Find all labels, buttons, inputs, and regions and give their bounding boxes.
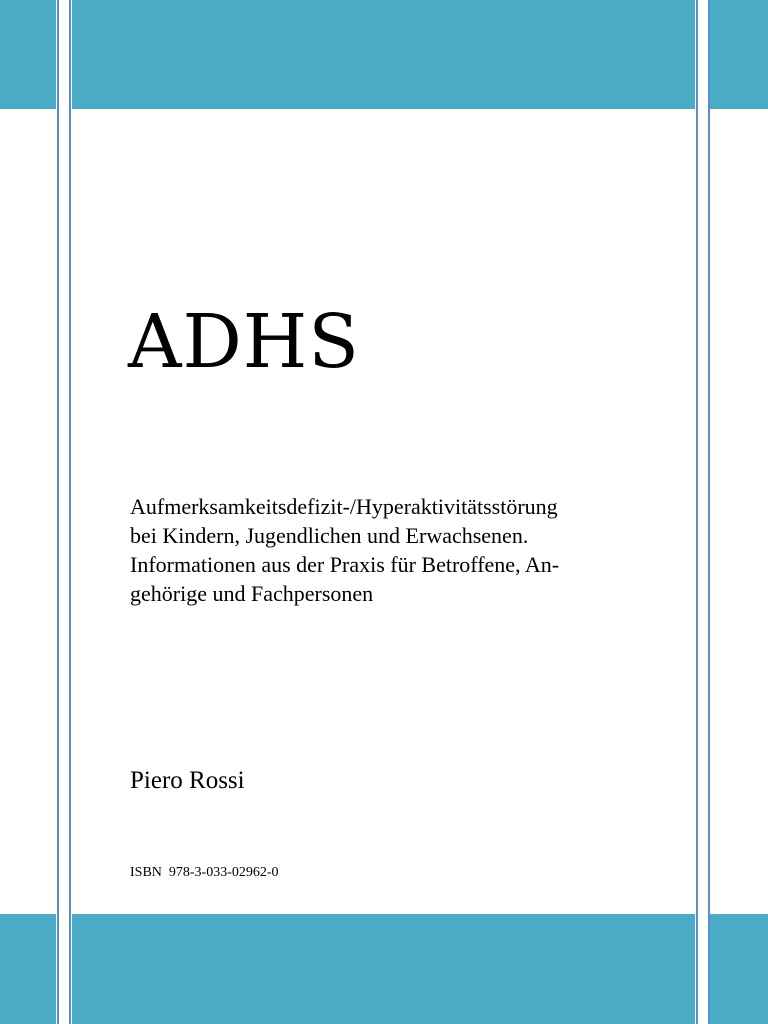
vertical-rule xyxy=(696,0,698,1024)
subtitle-line: Informationen aus der Praxis für Betroffene, An- xyxy=(130,552,560,577)
vertical-rule xyxy=(69,0,71,1024)
top-left-color-block xyxy=(0,0,56,109)
subtitle-line: gehörige und Fachpersonen xyxy=(130,581,374,606)
vertical-rule xyxy=(57,0,59,1024)
bottom-right-color-block xyxy=(710,914,768,1024)
author-name: Piero Rossi xyxy=(130,767,245,794)
bottom-center-color-block xyxy=(72,914,695,1024)
book-subtitle xyxy=(130,492,670,608)
subtitle-line: bei Kindern, Jugendlichen und Erwachsenen. xyxy=(130,523,529,548)
subtitle-line: Aufmerksamkeitsdefizit-/Hyperaktivitätsstörung xyxy=(130,494,558,519)
isbn-number: ISBN 978-3-033-02962-0 xyxy=(130,865,279,880)
bottom-left-color-block xyxy=(0,914,56,1024)
top-center-color-block xyxy=(72,0,695,109)
book-title: ADHS xyxy=(128,299,360,385)
top-right-color-block xyxy=(710,0,768,109)
vertical-rule xyxy=(708,0,710,1024)
